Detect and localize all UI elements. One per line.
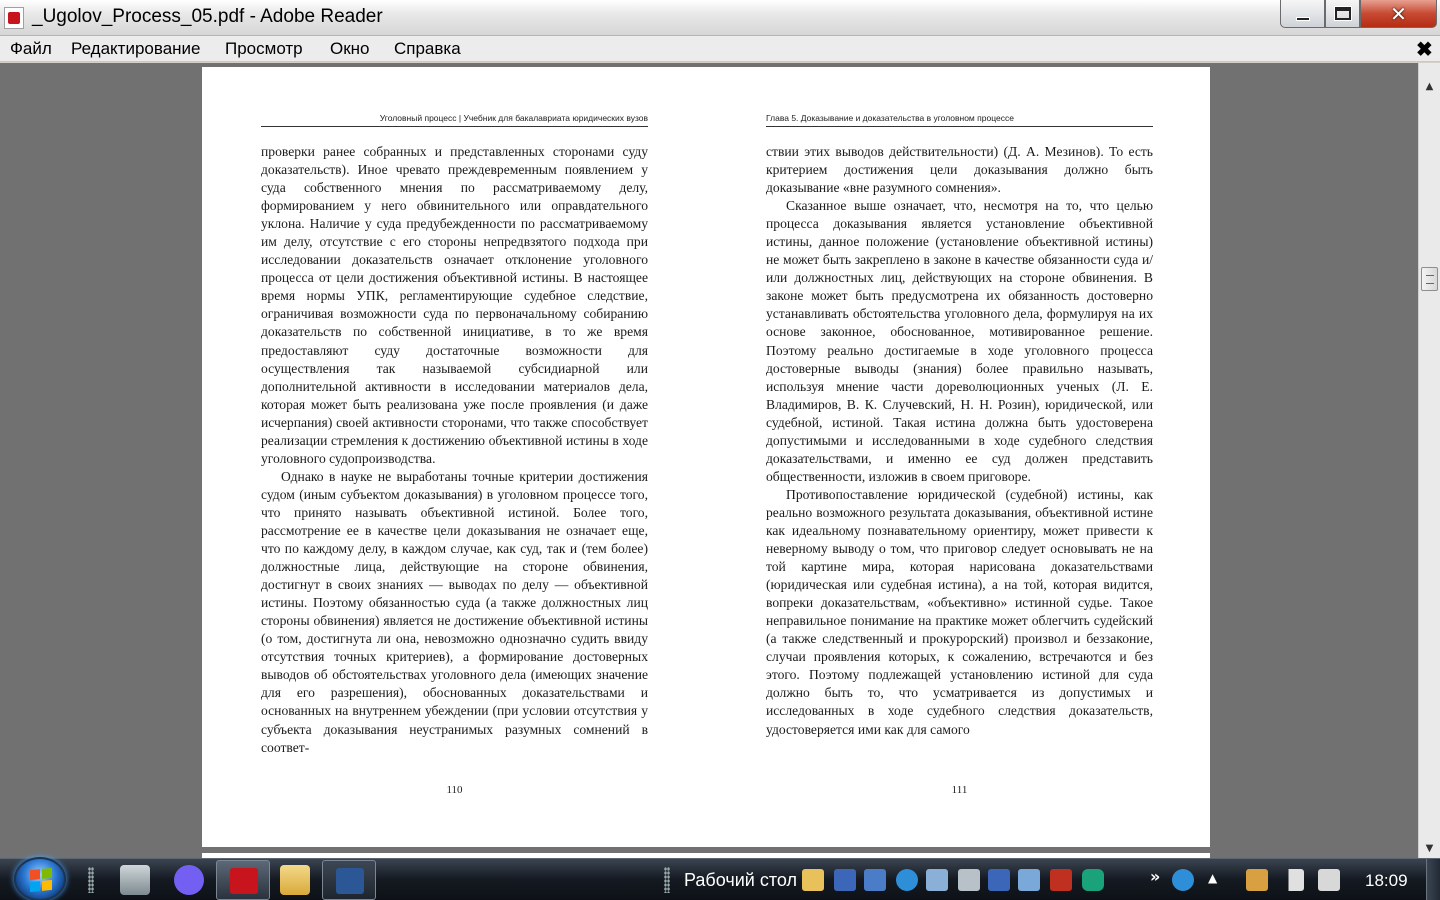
taskbar-scroll-icon[interactable] bbox=[634, 867, 644, 893]
start-button[interactable] bbox=[14, 857, 66, 900]
close-icon: ✕ bbox=[1390, 1, 1407, 26]
clock[interactable]: 18:09 bbox=[1365, 871, 1408, 890]
explorer-icon[interactable] bbox=[802, 869, 824, 891]
taskbar-word[interactable] bbox=[322, 860, 376, 900]
toolbar-grip-icon[interactable] bbox=[664, 867, 670, 893]
left-running-head: Уголовный процесс | Учебник для бакалавриата юридических вузов bbox=[261, 113, 648, 127]
pdf-page-spread bbox=[202, 67, 1210, 847]
maximize-icon bbox=[1335, 7, 1351, 20]
file-icon[interactable] bbox=[988, 869, 1010, 891]
document-icon[interactable] bbox=[834, 869, 856, 891]
title-bar bbox=[0, 0, 1440, 36]
taskbar bbox=[0, 858, 1440, 900]
paragraph: Сказанное выше означает, что, несмотря на то, что целью процесса доказывания является установление объективной истины, данное положение (установление объективной истины) не может быть закреплено в законе в качестве обязанности суда и/или должностных лиц, действующих на стороне обвинения. В законе может быть предусмотрена их обязанность достоверно устанавливать обстоятельства уголовного дела, формулируя на их основе законное, обоснованное, мотивированное решение. Поэтому реально достигаемые в ходе уголовного процесса достоверные выводы (знания) более правильно называть, используя мнение части дореволюционных ученых (Л. Е. Владимиров, В. К. Случевский, Н. Н. Розин), юридической, или судебной, истиной. Такая истина должна быть удостоверена допустимыми и исследованными в ходе судебного следствия доказательствами, и именно ее суд должен представить общественности, изложив в своем приговоре. bbox=[766, 198, 1153, 484]
scroll-up-icon[interactable]: ▲ bbox=[1425, 81, 1434, 92]
show-hidden-icons-icon[interactable]: ▲ bbox=[1208, 871, 1218, 885]
paragraph: Противопоставление юридической (судебной) истины, как реально возможного результата доказывания, объективной истине как идеальному познавательному ориентиру, может привести к неверному выводу о том, что приговор следует основывать не на той картине мира, которая нарисована доказательствами (юридическая или судебная истина), а на той, которая видится, вопреки доказательствам, «объективно» истинной судье. Такое неправильное понимание на практике может облегчить судейский (а также следственный и прокурорский) произвол и беззаконие, случаи проявления которых, к сожалению, встречаются и без этого. Поэтому подлежащей установлению истиной для суда должно быть то, что усматривается из допустимых и исследованных в ходе судебного следствия доказательств, удостоверяется ими как для самого bbox=[766, 486, 1153, 737]
left-page-number: 110 bbox=[446, 784, 463, 796]
adobe-reader-icon bbox=[230, 868, 258, 894]
photo-viewer-icon[interactable] bbox=[120, 865, 150, 895]
tray-app-icon[interactable] bbox=[1246, 869, 1268, 891]
help-icon[interactable] bbox=[1172, 869, 1194, 891]
globe-icon[interactable] bbox=[896, 869, 918, 891]
folder-icon[interactable] bbox=[280, 865, 310, 895]
right-page-number: 111 bbox=[951, 784, 968, 796]
recycle-bin-icon[interactable] bbox=[958, 869, 980, 891]
computer-icon[interactable] bbox=[1018, 869, 1040, 891]
word-icon bbox=[336, 868, 364, 894]
menu-file[interactable]: Файл bbox=[10, 39, 52, 58]
paragraph: ствии этих выводов действительности) (Д. А. Мезинов). То есть критерием достижения цели доказывания должно быть доказывание «вне разумного сомнения». bbox=[766, 144, 1153, 196]
left-page-text bbox=[261, 143, 648, 757]
windows-logo-icon bbox=[30, 868, 52, 892]
paragraph: Однако в науке не выработаны точные критерии достижения судом (иным субъектом доказывания) в уголовном процессе того, что принято называть объективной истиной. Более того, рассмотрение ее в качестве цели доказывания не означает еще, что по каждому делу, в каждом случае, как суд, так и (тем более) должностные лица, действующие на стороне обвинения, достигнут в своих знаниях — выводах по делу — объективной истины. Поэтому обязанностью суда (а также должностных лиц стороны обвинения) является не достижение объективной истины (о том, достигнута ли она, невозможно однозначно судить ввиду отсутствия точных критериев), а формирование достоверных выводов об обстоятельствах уголовного дела (имеющих значение для его разрешения), обоснованных доказательствами и основанных на внутреннем убеждении (при условии отсутствия у субъекта доказывания неустранимых разумных сомнений в соответ- bbox=[261, 468, 648, 755]
menu-window[interactable]: Окно bbox=[330, 39, 370, 58]
vertical-scrollbar[interactable] bbox=[1418, 63, 1440, 858]
overflow-chevron-icon[interactable]: » bbox=[1150, 867, 1161, 886]
window-title: _Ugolov_Process_05.pdf - Adobe Reader bbox=[32, 6, 383, 27]
volume-icon[interactable] bbox=[1318, 869, 1340, 891]
menu-edit[interactable]: Редактирование bbox=[71, 39, 201, 58]
close-button[interactable] bbox=[1360, 0, 1437, 28]
maximize-button[interactable] bbox=[1325, 0, 1360, 28]
signal-icon[interactable] bbox=[1282, 869, 1304, 891]
right-page-text bbox=[766, 143, 1153, 739]
sc-app-icon[interactable] bbox=[1050, 869, 1072, 891]
menu-bar bbox=[0, 36, 1440, 62]
close-document-icon[interactable]: ✖ bbox=[1416, 39, 1433, 61]
menu-view[interactable]: Просмотр bbox=[225, 39, 303, 58]
adobe-reader-icon bbox=[4, 7, 24, 29]
minimize-icon bbox=[1296, 17, 1310, 21]
minimize-button[interactable] bbox=[1280, 0, 1325, 28]
taskbar-adobe-reader[interactable] bbox=[216, 860, 270, 900]
scroll-down-icon[interactable]: ▼ bbox=[1425, 843, 1434, 854]
desktop-toolbar-label[interactable]: Рабочий стол bbox=[684, 870, 797, 890]
taskbar-grip-icon[interactable] bbox=[88, 867, 94, 893]
document-viewport[interactable] bbox=[0, 63, 1418, 858]
right-running-head: Глава 5. Доказывание и доказательства в уголовном процессе bbox=[766, 113, 1153, 127]
control-panel-icon[interactable] bbox=[926, 869, 948, 891]
menu-help[interactable]: Справка bbox=[394, 39, 461, 58]
shield-icon[interactable] bbox=[1082, 869, 1104, 891]
show-desktop-button[interactable] bbox=[1426, 859, 1440, 900]
viber-icon[interactable] bbox=[174, 865, 204, 895]
paragraph: проверки ранее собранных и представленных сторонами суду доказательств). Иное чревато преждевременным появлением у суда собственного мнения по рассматриваемому делу, формированием у него обвинительного или оправдательного уклона. Наличие у суда предубежденности по рассматриваемому им делу, отсутствие с его стороны непредвзятого подхода при исследовании доказательств означает отклонение уголовного процесса от цели достижения объективной истины. В настоящее время нормы УПК, регламентирующие судебное следствие, ограничивая возможности суда по первоначальному собиранию доказательств по собственной инициативе, в то же время предоставляют суду достаточные возможности для осуществления так называемой субсидиарной или дополнительной активности в исследовании материалов дела, которая может быть реализована уже после проявления (и даже исчерпания) своей активности сторонами, что также способствует реализации стремления к достижению объективной истины в ходе уголовного судопроизводства. bbox=[261, 144, 648, 466]
network-icon[interactable] bbox=[864, 869, 886, 891]
scroll-thumb[interactable] bbox=[1421, 267, 1438, 291]
